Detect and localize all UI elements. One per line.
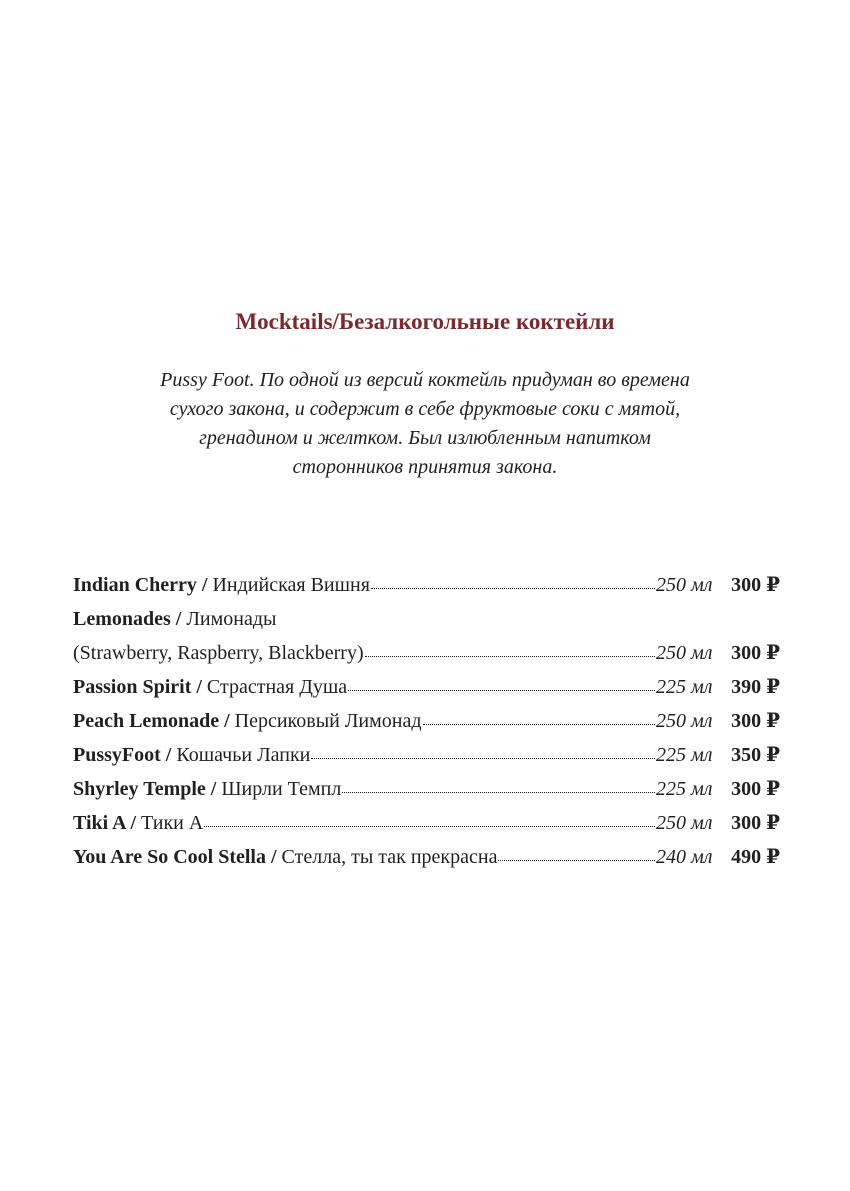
item-price: 350 ₽ <box>731 744 780 766</box>
item-volume: 250 мл <box>656 642 713 664</box>
item-name-en: Lemonades <box>73 608 171 630</box>
item-volume: 225 мл <box>656 676 713 698</box>
item-name-en: Passion Spirit <box>73 676 192 698</box>
dot-leader <box>498 860 655 861</box>
description-line: сторонников принятия закона. <box>292 456 558 478</box>
dot-leader <box>365 656 655 657</box>
dot-leader <box>204 826 655 827</box>
item-name-en: Tiki A <box>73 812 126 834</box>
item-name-ru: Персиковый Лимонад <box>234 710 422 732</box>
description-line: сухого закона, и содержит в себе фруктовые соки с мятой, <box>169 398 681 420</box>
dot-leader <box>311 758 655 759</box>
section-title: Mocktails/Безалкогольные коктейли <box>235 309 615 334</box>
menu-item: Passion Spirit / Страстная Душа 225 мл 390 ₽ <box>73 672 780 706</box>
menu-item: Tiki A / Тики А 250 мл 300 ₽ <box>73 808 780 842</box>
menu-item: Shyrley Temple / Ширли Темпл 225 мл 300 ₽ <box>73 774 780 808</box>
item-name-ru: Тики А <box>141 812 204 834</box>
item-name-en: Indian Cherry <box>73 574 197 596</box>
item-name-ru: Лимонады <box>186 608 277 630</box>
item-name-ru: Страстная Душа <box>206 676 348 698</box>
item-price: 300 ₽ <box>731 778 780 800</box>
item-price: 300 ₽ <box>731 812 780 834</box>
drinks-list <box>73 570 780 876</box>
item-volume: 225 мл <box>656 744 713 766</box>
item-name-ru: Кошачьи Лапки <box>176 744 311 766</box>
menu-item: Lemonades / Лимонады <box>73 608 277 630</box>
item-price: 300 ₽ <box>731 710 780 732</box>
item-name-en: You Are So Cool Stella <box>73 846 266 868</box>
item-volume: 225 мл <box>656 778 713 800</box>
item-price: 300 ₽ <box>731 642 780 664</box>
menu-item: Peach Lemonade / Персиковый Лимонад 250 мл 300 ₽ <box>73 706 780 740</box>
item-price: 300 ₽ <box>731 574 780 596</box>
item-name-ru: Стелла, ты так прекрасна <box>281 846 498 868</box>
menu-item: You Are So Cool Stella / Стелла, ты так прекрасна 240 мл 490 ₽ <box>73 842 780 876</box>
description-line: Pussy Foot. По одной из версий коктейль придуман во времена <box>160 369 690 391</box>
item-volume: 250 мл <box>656 574 713 596</box>
item-name-en: Shyrley Temple <box>73 778 206 800</box>
item-name-en: PussyFoot <box>73 744 161 766</box>
dot-leader <box>371 588 655 589</box>
dot-leader <box>348 690 655 691</box>
menu-item: PussyFoot / Кошачьи Лапки 225 мл 350 ₽ <box>73 740 780 774</box>
item-volume: 250 мл <box>656 812 713 834</box>
item-volume: 240 мл <box>656 846 713 868</box>
item-name-ru: Индийская Вишня <box>212 574 370 596</box>
description-line: гренадином и желтком. Был излюбленным напитком <box>199 427 651 449</box>
dot-leader <box>423 724 655 725</box>
menu-item-detail <box>73 638 780 672</box>
item-name-en: Peach Lemonade <box>73 710 220 732</box>
section-description <box>0 366 850 482</box>
item-price: 390 ₽ <box>731 676 780 698</box>
item-flavors: (Strawberry, Raspberry, Blackberry) <box>73 642 364 664</box>
menu-item: Indian Cherry / Индийская Вишня 250 мл 300 ₽ <box>73 570 780 604</box>
item-price: 490 ₽ <box>731 846 780 868</box>
item-name-ru: Ширли Темпл <box>221 778 342 800</box>
item-volume: 250 мл <box>656 710 713 732</box>
dot-leader <box>342 792 655 793</box>
